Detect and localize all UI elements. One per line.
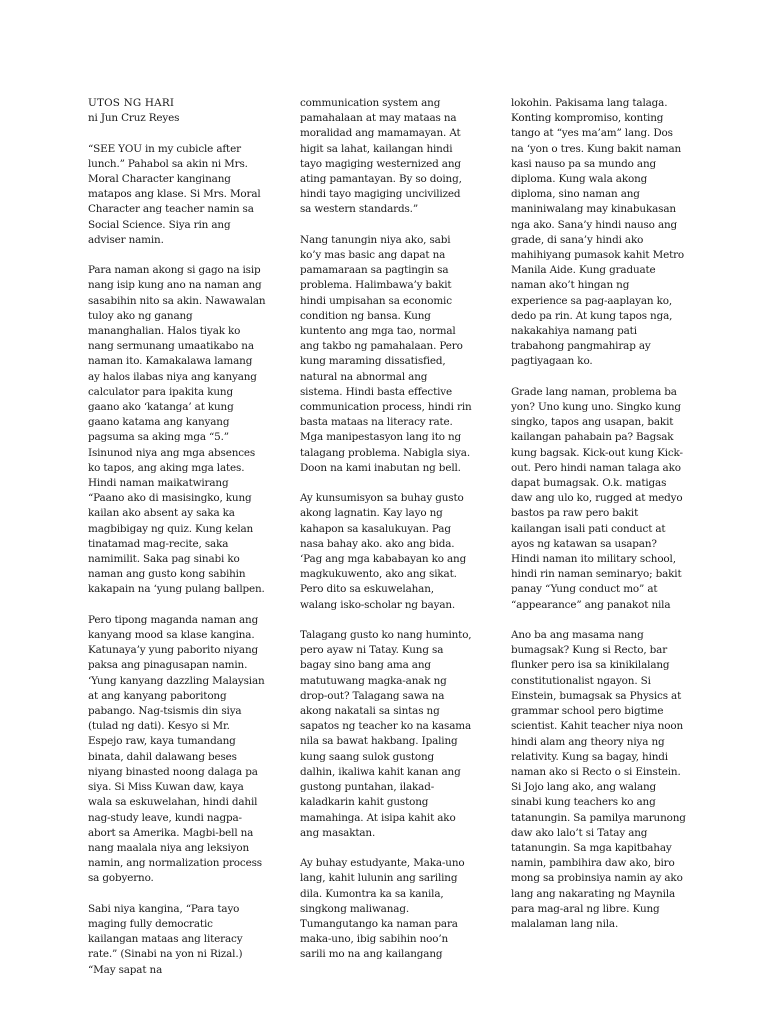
paragraph: Talagang gusto ko nang huminto, pero ayaw ni Tatay. Kung sa bagay sino bang ama ang matutuwang magka-anak ng drop-out? Talagang sawa na akong nakatali sa sintas ng sapatos ng teacher ko na kasama nila sa bawat hakbang. Ipaling kung saang sulok gustong dalhin, ikaliwa kahit kanan ang gustong puntahan, ilakad-kaladkarin kahit gustong mamahinga. At isipa kahit ako ang masaktan. bbox=[300, 629, 472, 839]
article-author: ni Jun Cruz Reyes bbox=[88, 112, 180, 125]
text-column-1 bbox=[88, 96, 266, 978]
paragraph: Ay buhay estudyante, Maka-uno lang, kahit lulunin ang sariling dila. Kumontra ka sa kanila, singkong maliwanag. Tumangutango ka naman para maka-uno, ibig sabihin noo’n sarili mo na ang kailangang bbox=[300, 857, 465, 961]
paragraph: Pero tipong maganda naman ang kanyang mood sa klase kangina. Katunaya’y yung paborito niyang paksa ang pinagusapan namin. ‘Yung kanyang dazzling Malaysian at ang kanyang paboritong pabango. Nag-tsismis din siya (tulad ng dati). Kesyo si Mr. Espejo raw, kaya tumandang binata, dahil dalawang beses niyang binasted noong dalaga pa siya. Si Miss Kuwan daw, kaya wala sa eskuwelahan, hindi dahil nag-study leave, kundi nagpa-abort sa Amerika. Magbi-bell na nang maalala niya ang leksiyon namin, ang normalization process sa gobyerno. bbox=[88, 613, 265, 885]
text-column-3 bbox=[511, 96, 687, 932]
text-column-2 bbox=[300, 96, 472, 963]
paragraph: communication system ang pamahalaan at may mataas na moralidad ang mamamayan. At higit sa lahat, kailangan hindi tayo magiging westernized ang ating pamantayan. By so doing, hindi tayo magiging uncivilized sa western standards.” bbox=[300, 97, 462, 216]
paragraph: “SEE YOU in my cubicle after lunch.” Pahabol sa akin ni Mrs. Moral Character kanginang matapos ang klase. Si Mrs. Moral Character ang teacher namin sa Social Science. Siya rin ang adviser namin. bbox=[88, 142, 261, 246]
paragraph: Ano ba ang masama nang bumagsak? Kung si Recto, bar flunker pero isa sa kinikilalang constitutionalist ngayon. Si Einstein, bumagsak sa Physics at grammar school pero bigtime scientist. Kahit teacher niya noon hindi alam ang theory niya ng relativity. Kung sa bagay, hindi naman ako si Recto o si Einstein. Si Jojo lang ako, ang walang sinabi kung teachers ko ang tatanungin. Sa pamilya marunong daw ako lalo’t si Tatay ang tatanungin. Sa mga kapitbahay namin, pambihira daw ako, biro mong sa probinsiya namin ay ako lang ang nakarating ng Maynila para mag-aral ng libre. Kung malalaman lang nila. bbox=[511, 629, 686, 930]
paragraph: Sabi niya kangina, “Para tayo maging fully democratic kailangan mataas ang literacy rate.” (Sinabi na yon ni Rizal.) “May sapat na bbox=[88, 902, 243, 976]
paragraph: Nang tanungin niya ako, sabi ko’y mas basic ang dapat na pamamaraan sa pagtingin sa problema. Halimbawa’y bakit hindi umpisahan sa economic condition ng bansa. Kung kuntento ang mga tao, normal ang takbo ng pamahalaan. Pero kung maraming dissatisfied, natural na abnormal ang sistema. Hindi basta effective communication process, hindi rin basta mataas na literacy rate. Mga manipestasyon lang ito ng talagang problema. Nabigla siya. Doon na kami inabutan ng bell. bbox=[300, 233, 472, 474]
paragraph: Grade lang naman, problema ba yon? Uno kung uno. Singko kung singko, tapos ang usapan, bakit kailangan pahabain pa? Bagsak kung bagsak. Kick-out kung Kick-out. Pero hindi naman talaga ako dapat bumagsak. O.k. matigas daw ang ulo ko, rugged at medyo bastos pa raw pero bakit kailangan isali pati conduct at ayos ng katawan sa usapan? Hindi naman ito military school, hindi rin naman seminaryo; bakit panay “Yung conduct mo” at “appearance” ang panakot nila bbox=[511, 385, 683, 611]
paragraph: Ay kunsumisyon sa buhay gusto akong lagnatin. Kay layo ng kahapon sa kasalukuyan. Pag nasa bahay ako. ako ang bida. ‘Pag ang mga kababayan ko ang magkukuwento, ako ang sikat. Pero dito sa eskuwelahan, walang isko-scholar ng bayan. bbox=[300, 492, 467, 611]
article-title: UTOS NG HARI bbox=[88, 97, 175, 109]
paragraph: lokohin. Pakisama lang talaga. Konting kompromiso, konting tango at “yes ma’am” lang. Dos na ‘yon o tres. Kung bakit naman kasi nauso pa sa mundo ang diploma. Kung wala akong diploma, sino naman ang maniniwalang may kinabukasan nga ako. Sana’y hindi nauso ang grade, di sana’y hindi ako mahihiyang pumasok kahit Metro Manila Aide. Kung graduate naman ako’t hingan ng experience sa pag-aaplayan ko, dedo pa rin. At kung tapos nga, nakakahiya namang pati trabahong pangmahirap ay pagtiyagaan ko. bbox=[511, 97, 685, 368]
paragraph: Para naman akong si gago na isip nang isip kung ano na naman ang sasabihin nito sa akin. Nawawalan tuloy ako ng ganang mananghalian. Halos tiyak ko nang sermunang umaatikabo na naman ito. Kamakalawa lamang ay halos ilabas niya ang kanyang calculator para ipakita kung gaano ako ‘katanga’ at kung gaano katama ang kanyang pagsuma sa aking mga “5.” Isinunod niya ang mga absences ko tapos, ang aking mga lates. Hindi naman maikatwirang “Paano ako di masisingko, kung kailan ako absent ay saka ka magbibigay ng quiz. Kung kelan tinatamad mag-recite, saka namimilit. Saka pag sinabi ko naman ang gusto kong sabihin kakapain na ‘yung pulang ballpen. bbox=[88, 264, 266, 596]
